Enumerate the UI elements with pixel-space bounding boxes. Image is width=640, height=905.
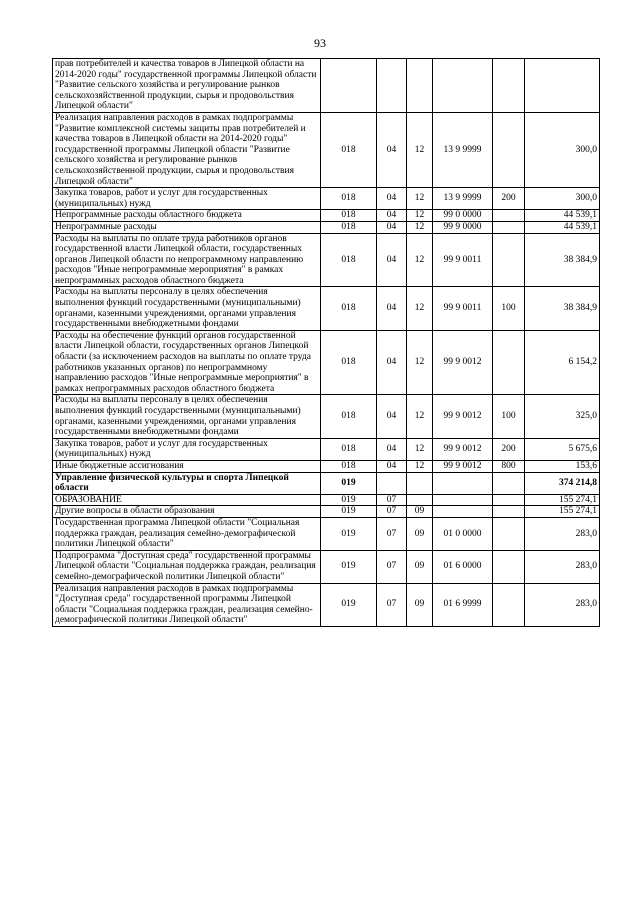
cell-amount: 283,0: [525, 583, 600, 626]
table-row: [53, 506, 600, 518]
table-row: [53, 112, 600, 187]
cell-target: 99 9 0012: [433, 438, 493, 460]
cell-expense-type: [493, 494, 525, 506]
cell-section: 04: [377, 460, 407, 472]
cell-amount: 44 539,1: [525, 221, 600, 233]
cell-ministry: 018: [321, 188, 377, 210]
cell-section: 04: [377, 221, 407, 233]
page-number: 93: [314, 36, 326, 50]
cell-expense-type: [493, 210, 525, 222]
cell-expense-type: [493, 517, 525, 550]
table-row: [53, 395, 600, 438]
cell-amount: [525, 59, 600, 113]
cell-target: 99 9 0011: [433, 233, 493, 287]
cell-section: 07: [377, 517, 407, 550]
cell-amount: 155 274,1: [525, 494, 600, 506]
cell-subsection: 09: [407, 583, 433, 626]
cell-ministry: 019: [321, 494, 377, 506]
cell-target: 13 9 9999: [433, 188, 493, 210]
cell-expense-type: [493, 506, 525, 518]
cell-name: Подпрограмма "Доступная среда" государственной программы Липецкой области "Социальная поддержка граждан, реализация семейно-демографической политики Липецкой области": [53, 550, 321, 583]
cell-amount: 300,0: [525, 188, 600, 210]
cell-ministry: 018: [321, 210, 377, 222]
cell-amount: 155 274,1: [525, 506, 600, 518]
cell-target: 01 6 0000: [433, 550, 493, 583]
cell-ministry: 019: [321, 517, 377, 550]
cell-expense-type: [493, 550, 525, 583]
cell-ministry: 018: [321, 330, 377, 395]
cell-target: 01 6 9999: [433, 583, 493, 626]
cell-amount: 300,0: [525, 112, 600, 187]
table-row: [53, 287, 600, 330]
cell-ministry: 018: [321, 395, 377, 438]
cell-target: 01 0 0000: [433, 517, 493, 550]
cell-section: 07: [377, 494, 407, 506]
cell-subsection: [407, 472, 433, 494]
cell-section: 04: [377, 395, 407, 438]
table-row: [53, 330, 600, 395]
cell-name: Закупка товаров, работ и услуг для государственных (муниципальных) нужд: [53, 438, 321, 460]
cell-amount: 325,0: [525, 395, 600, 438]
cell-subsection: 12: [407, 287, 433, 330]
cell-section: 04: [377, 330, 407, 395]
cell-target: 99 9 0012: [433, 330, 493, 395]
cell-subsection: 12: [407, 210, 433, 222]
cell-name: Закупка товаров, работ и услуг для государственных (муниципальных) нужд: [53, 188, 321, 210]
table-row: [53, 460, 600, 472]
cell-name: Расходы на обеспечение функций органов государственной власти Липецкой области, государственных органов Липецкой области (за исключением расходов на выплаты по оплате труда работников указанных органов) по непрограммному направлению расходов "Иные непрограммные мероприятия" в рамках непрограммных расходов областного бюджета: [53, 330, 321, 395]
cell-section: 04: [377, 233, 407, 287]
cell-amount: 38 384,9: [525, 233, 600, 287]
cell-section: 04: [377, 438, 407, 460]
table-row: [53, 494, 600, 506]
cell-section: 04: [377, 287, 407, 330]
cell-target: [433, 59, 493, 113]
cell-ministry: 018: [321, 287, 377, 330]
cell-subsection: 12: [407, 188, 433, 210]
cell-expense-type: [493, 330, 525, 395]
cell-name: Управление физической культуры и спорта Липецкой области: [53, 472, 321, 494]
cell-name: Расходы на выплаты по оплате труда работников органов государственной власти Липецкой области, государственных органов Липецкой области по непрограммному направлению расходов "Иные непрограммные мероприятия" в рамках непрограммных расходов областного бюджета: [53, 233, 321, 287]
cell-name: ОБРАЗОВАНИЕ: [53, 494, 321, 506]
cell-section: [377, 472, 407, 494]
cell-ministry: 019: [321, 506, 377, 518]
table-row: [53, 221, 600, 233]
cell-section: 07: [377, 583, 407, 626]
cell-target: 99 9 0011: [433, 287, 493, 330]
cell-amount: 6 154,2: [525, 330, 600, 395]
cell-section: 07: [377, 506, 407, 518]
cell-target: [433, 506, 493, 518]
cell-amount: 153,6: [525, 460, 600, 472]
cell-name: Непрограммные расходы: [53, 221, 321, 233]
cell-subsection: [407, 494, 433, 506]
cell-amount: 38 384,9: [525, 287, 600, 330]
cell-expense-type: [493, 583, 525, 626]
cell-section: [377, 59, 407, 113]
table-row: [53, 438, 600, 460]
cell-expense-type: [493, 59, 525, 113]
table-row: [53, 210, 600, 222]
cell-target: 99 9 0012: [433, 460, 493, 472]
cell-name: Государственная программа Липецкой области "Социальная поддержка граждан, реализация семейно-демографической политики Липецкой области": [53, 517, 321, 550]
cell-subsection: 12: [407, 233, 433, 287]
cell-target: 99 0 0000: [433, 210, 493, 222]
cell-subsection: 12: [407, 112, 433, 187]
cell-ministry: 018: [321, 221, 377, 233]
cell-section: 04: [377, 188, 407, 210]
cell-expense-type: [493, 472, 525, 494]
cell-name: Иные бюджетные ассигнования: [53, 460, 321, 472]
cell-target: 13 9 9999: [433, 112, 493, 187]
cell-section: 04: [377, 210, 407, 222]
table-row: [53, 233, 600, 287]
cell-ministry: 019: [321, 583, 377, 626]
cell-expense-type: 200: [493, 438, 525, 460]
cell-name: Расходы на выплаты персоналу в целях обеспечения выполнения функций государственными (муниципальными) органами, казенными учреждениями, органами управления государственными внебюджетными фондами: [53, 395, 321, 438]
cell-name: Реализация направления расходов в рамках подпрограммы "Доступная среда" государственной программы Липецкой области "Социальная поддержка граждан, реализация семейно-демографической политики Липецкой области": [53, 583, 321, 626]
cell-name: Реализация направления расходов в рамках подпрограммы "Развитие комплексной системы защиты прав потребителей и качества товаров в Липецкой области на 2014-2020 годы" государственной программы Липецкой области "Развитие сельского хозяйства и регулирование рынков сельскохозяйственной продукции, сырья и продовольствия Липецкой области": [53, 112, 321, 187]
cell-subsection: 09: [407, 550, 433, 583]
table-row: [53, 550, 600, 583]
cell-amount: 374 214,8: [525, 472, 600, 494]
cell-section: 07: [377, 550, 407, 583]
cell-ministry: [321, 59, 377, 113]
cell-subsection: 12: [407, 330, 433, 395]
cell-name: Непрограммные расходы областного бюджета: [53, 210, 321, 222]
cell-target: [433, 494, 493, 506]
cell-expense-type: [493, 233, 525, 287]
cell-ministry: 018: [321, 233, 377, 287]
cell-amount: 283,0: [525, 550, 600, 583]
budget-table: [52, 58, 600, 627]
cell-ministry: 018: [321, 112, 377, 187]
cell-expense-type: 100: [493, 395, 525, 438]
cell-expense-type: [493, 112, 525, 187]
cell-name: Другие вопросы в области образования: [53, 506, 321, 518]
cell-expense-type: 100: [493, 287, 525, 330]
cell-expense-type: [493, 221, 525, 233]
cell-subsection: 09: [407, 506, 433, 518]
cell-amount: 283,0: [525, 517, 600, 550]
cell-ministry: 018: [321, 438, 377, 460]
table-row: [53, 517, 600, 550]
cell-amount: 5 675,6: [525, 438, 600, 460]
cell-subsection: 12: [407, 460, 433, 472]
table-row: [53, 472, 600, 494]
cell-subsection: [407, 59, 433, 113]
cell-ministry: 019: [321, 550, 377, 583]
cell-section: 04: [377, 112, 407, 187]
cell-target: 99 9 0000: [433, 221, 493, 233]
table-row: [53, 583, 600, 626]
cell-target: [433, 472, 493, 494]
cell-name: Расходы на выплаты персоналу в целях обеспечения выполнения функций государственными (муниципальными) органами, казенными учреждениями, органами управления государственными внебюджетными фондами: [53, 287, 321, 330]
cell-expense-type: 800: [493, 460, 525, 472]
table-row: [53, 188, 600, 210]
cell-ministry: 019: [321, 472, 377, 494]
table-row: [53, 59, 600, 113]
cell-expense-type: 200: [493, 188, 525, 210]
cell-target: 99 9 0012: [433, 395, 493, 438]
cell-subsection: 12: [407, 221, 433, 233]
table-body: [53, 59, 600, 627]
cell-subsection: 12: [407, 395, 433, 438]
cell-subsection: 09: [407, 517, 433, 550]
cell-subsection: 12: [407, 438, 433, 460]
cell-ministry: 018: [321, 460, 377, 472]
cell-amount: 44 539,1: [525, 210, 600, 222]
cell-name: прав потребителей и качества товаров в Липецкой области на 2014-2020 годы" государственной программы Липецкой области "Развитие сельского хозяйства и регулирование рынков сельскохозяйственной продукции, сырья и продовольствия Липецкой области": [53, 59, 321, 113]
